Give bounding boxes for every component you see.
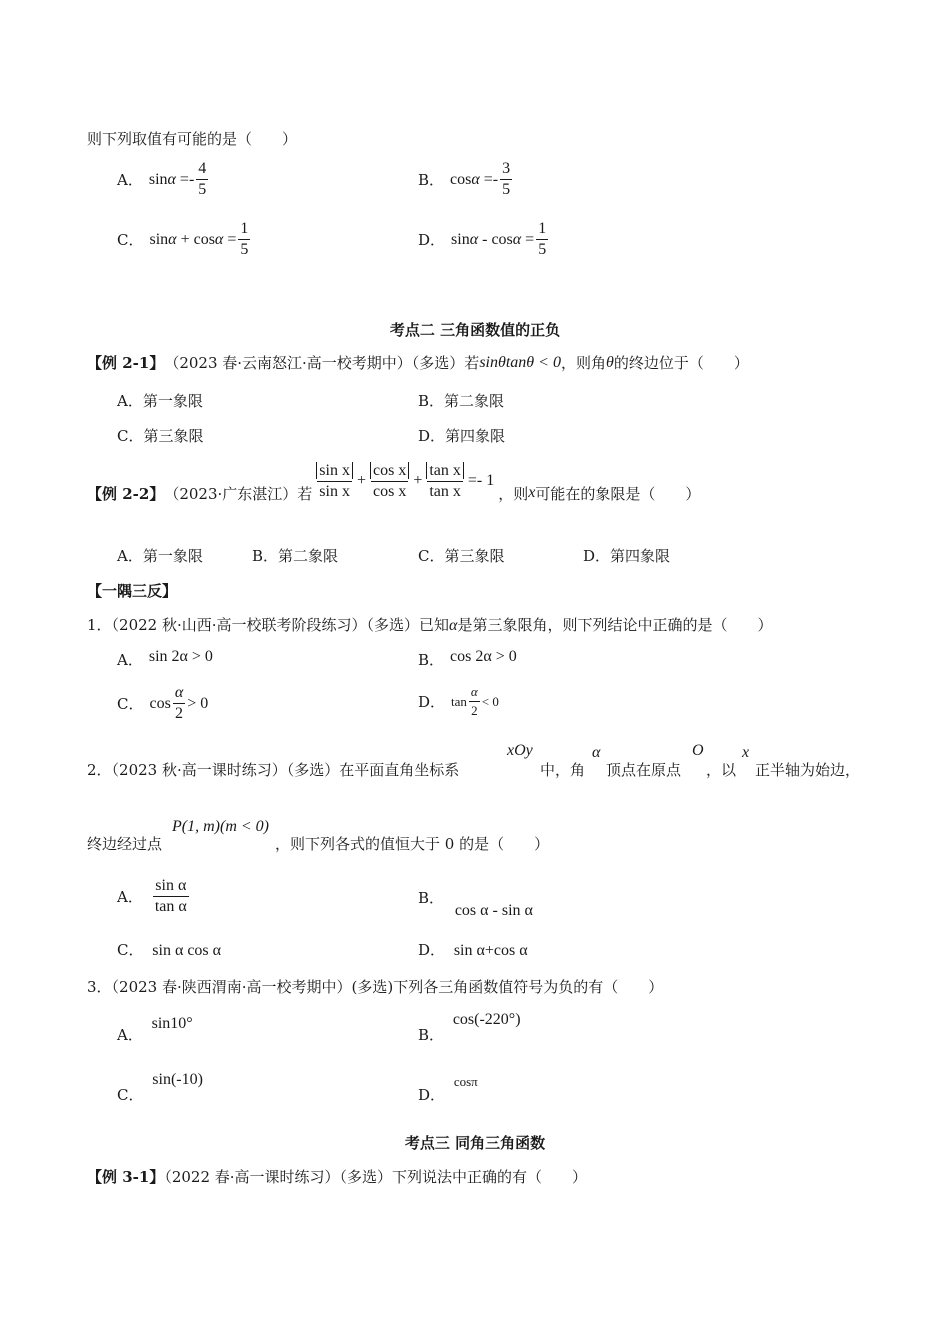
option-b [418, 160, 514, 199]
stem-text: 终边经过点 [87, 835, 163, 853]
option-a [117, 160, 210, 199]
example-tag: 【例 2-1】 [87, 354, 165, 372]
option-label: C． [117, 1086, 144, 1104]
fraction: $\frac{\text{sin α}}{\text{tan α}}$ [154, 877, 187, 915]
math-symbol: θ [605, 353, 614, 371]
option-a: A．第一象限 [117, 392, 203, 410]
math-symbol: O [692, 742, 704, 759]
example-2-2-stem [87, 456, 700, 506]
option-b [418, 1008, 521, 1044]
example-source: （2022 春·高一课时练习）（多选）下列说法中正确的有（ ） [164, 1168, 588, 1186]
stem-text: 中，角 [540, 761, 586, 779]
option-label: A． [117, 1026, 143, 1044]
option-label: A． [117, 171, 143, 189]
option-c [117, 220, 252, 259]
option-expr: sin10° [151, 1015, 193, 1032]
example-2-1-stem [87, 352, 749, 373]
option-expr: cos(-220°) [452, 1011, 521, 1028]
option-label: B． [418, 889, 445, 907]
option-c [117, 939, 221, 960]
option-expr: sin(-10) [152, 1071, 203, 1088]
option-expr: sin α+cos α [453, 942, 528, 959]
option-d [418, 939, 528, 960]
example-tag: 【例 2-2】 [87, 484, 165, 503]
option-label: B． [418, 1026, 445, 1044]
section-heading: 考点二 三角函数值的正负 [389, 321, 561, 339]
option-expr: > 0 [187, 694, 209, 712]
math-symbol: x [528, 484, 536, 501]
option-label: B． [418, 651, 445, 669]
option-d [418, 220, 550, 259]
stem-text: 2．（2023 秋·高一课时练习）（多选）在平面直角坐标系 [87, 761, 460, 779]
math-symbol: α [592, 744, 601, 761]
option-label: D． [418, 941, 446, 959]
example-source: （2023·广东湛江）若 [164, 484, 313, 503]
practice-heading: 【一隅三反】 [87, 582, 178, 600]
option-expr: sin α cos α [152, 942, 222, 959]
option-a: A．第一象限 [117, 547, 203, 565]
practice-3-stem: 3．（2023 春·陕西渭南·高一校考期中）(多选)下列各三角函数值符号为负的有（ ） [87, 978, 664, 996]
option-d [418, 1070, 478, 1104]
option-expr: tan [451, 693, 467, 709]
fraction: $\frac{1}{5}$ [240, 220, 249, 258]
fraction: $\frac{3}{5}$ [502, 160, 511, 198]
fraction: $\frac{\alpha}{2}$ [470, 684, 478, 718]
stem-text: 的终边位于（ ） [613, 354, 749, 372]
option-d: D．第四象限 [418, 427, 506, 445]
option-a [117, 649, 213, 670]
section-heading: 考点三 同角三角函数 [404, 1134, 546, 1152]
option-b: B．第二象限 [252, 547, 339, 565]
option-expr: < 0 [481, 693, 499, 709]
option-label: A． [117, 651, 143, 669]
option-b [418, 889, 533, 919]
stem-text: 1．（2022 秋·山西·高一校联考阶段练习）（多选）已知 [87, 616, 450, 634]
option-a [117, 1012, 193, 1044]
stem-text: 是第三象限角，则下列结论中正确的是（ ） [457, 616, 773, 634]
option-d: D．第四象限 [583, 547, 671, 565]
option-expr: cos 2α > 0 [450, 647, 517, 665]
option-label: C． [117, 941, 144, 959]
option-label: D． [418, 693, 446, 711]
option-label: D． [418, 1086, 446, 1104]
option-expr: cos α - sin α [454, 902, 533, 919]
question-intro: 则下列取值有可能的是（ ） [87, 130, 298, 148]
practice-2-stem [87, 759, 459, 780]
option-c: C．第三象限 [418, 547, 505, 565]
fraction: $\frac{4}{5}$ [198, 160, 207, 198]
math-symbol: α [449, 617, 458, 634]
option-label: C． [117, 695, 144, 713]
option-b [418, 649, 517, 670]
option-expr: cosα =- [450, 170, 499, 188]
math-equation: $\frac{\text{sin x}}{\text{sin x}}$ + $\frac{\text{cos x}}{\text{cos x}}$ + $\frac{\text{tan x}}{\text{tan x}}$ =- 1 [312, 462, 494, 501]
option-c [117, 684, 208, 723]
option-c: C．第三象限 [117, 427, 204, 445]
math-condition: sinθtanθ < 0 [479, 353, 561, 371]
option-label: D． [418, 231, 446, 249]
stem-text: 顶点在原点 [606, 761, 682, 779]
math-point: P(1, m)(m < 0) [172, 818, 269, 835]
option-a [117, 877, 191, 916]
option-expr: sin 2α > 0 [148, 647, 213, 665]
stem-text: ，则 [498, 484, 529, 503]
fraction: $\frac{1}{5}$ [538, 220, 547, 258]
option-b: B．第二象限 [418, 392, 505, 410]
option-expr: sinα =- [148, 170, 195, 188]
option-expr: sinα - cosα = [451, 230, 535, 248]
practice-1-stem [87, 614, 772, 635]
stem-text: ，则角 [560, 354, 606, 372]
math-symbol: x [742, 744, 750, 761]
option-expr: cos [149, 694, 171, 712]
stem-text: 可能在的象限是（ ） [535, 484, 701, 503]
stem-text: ，则下列各式的值恒大于 0 的是（ ） [275, 835, 550, 853]
option-label: B． [418, 171, 445, 189]
example-3-1-stem [87, 1166, 587, 1187]
fraction: $\frac{\alpha}{2}$ [174, 684, 184, 722]
stem-text: 正半轴为始边， [755, 761, 861, 779]
option-d [418, 684, 499, 719]
option-label: A． [117, 888, 143, 906]
example-tag: 【例 3-1】 [87, 1168, 165, 1186]
option-expr: sinα + cosα = [149, 230, 237, 248]
option-label: C． [117, 231, 144, 249]
option-expr: cosπ [453, 1074, 478, 1089]
stem-text: ，以 [706, 761, 737, 779]
example-source: （2023 春·云南怒江·高一校考期中）（多选）若 [164, 354, 480, 372]
math-symbol: xOy [507, 742, 533, 759]
option-c [117, 1068, 203, 1104]
